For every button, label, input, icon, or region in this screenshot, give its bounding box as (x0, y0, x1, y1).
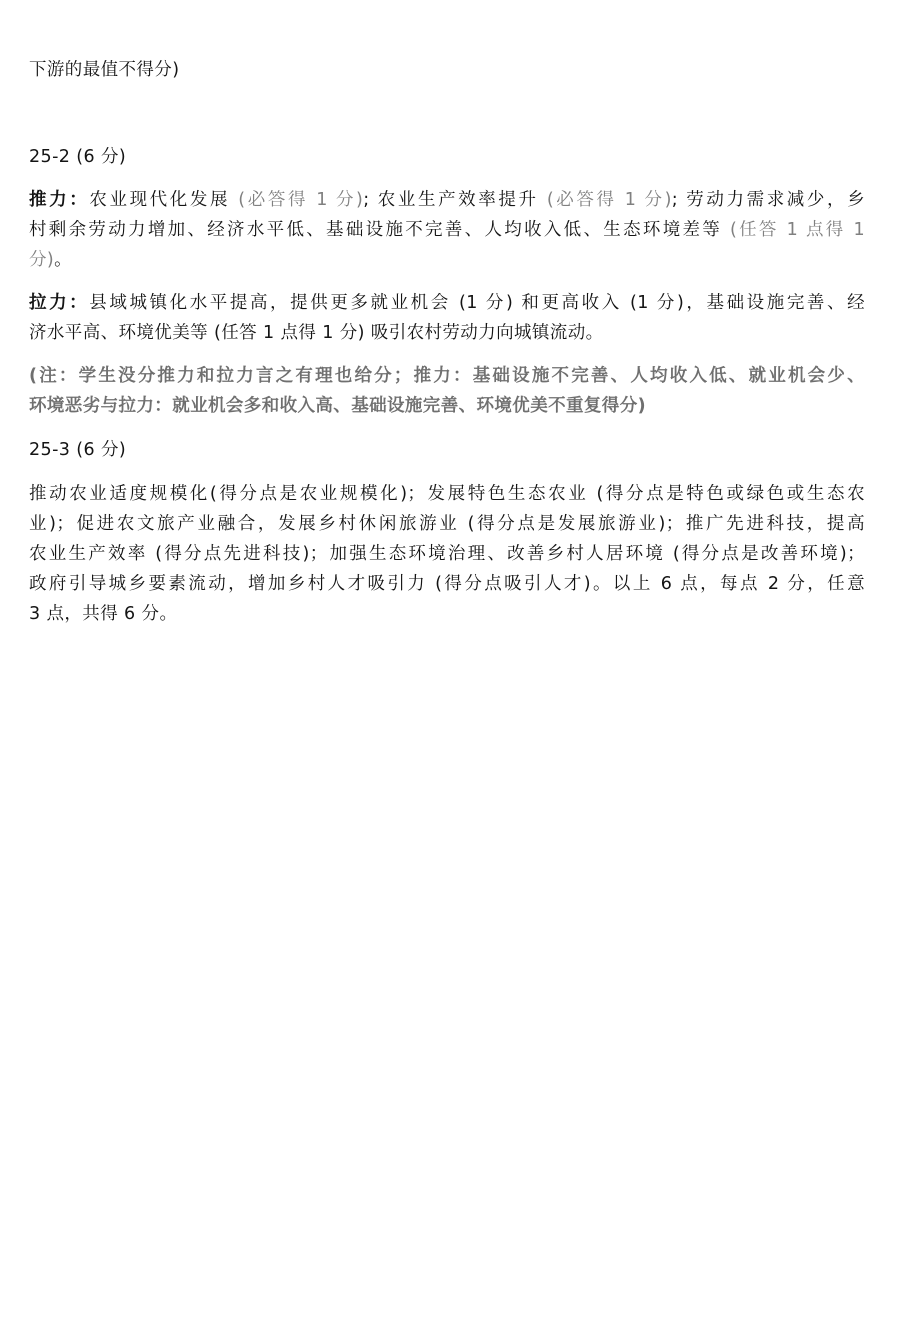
q3-heading: 25-3 (6 分) (29, 440, 127, 460)
push-score-3-end: 分) (29, 250, 55, 270)
q3-line-1: 推动农业适度规模化(得分点是农业规模化)；发展特色生态农业 (得分点是特色或绿色或生态农 (29, 484, 865, 504)
push-details: 村剩余劳动力增加、经济水平低、基础设施不完善、人均收入低、生态环境差等 (29, 220, 730, 240)
pull-line-2: 济水平高、环境优美等 (任答 1 点得 1 分) 吸引农村劳动力向城镇流动。 (29, 323, 604, 343)
push-score-2: (必答得 1 分) (546, 190, 672, 210)
pull-label: 拉力： (29, 293, 90, 313)
q3-line-5: 3 点，共得 6 分。 (29, 604, 178, 624)
push-point-1: 农业现代化发展 (89, 190, 239, 210)
push-line-1 (29, 188, 865, 212)
note-line-1: (注：学生没分推力和拉力言之有理也给分；推力：基础设施不完善、人均收入低、就业机会少、 (29, 366, 865, 386)
push-period: 。 (54, 250, 73, 270)
push-point-2: ; 农业生产效率提升 (363, 190, 547, 210)
q3-line-3: 农业生产效率 (得分点先进科技)；加强生态环境治理、改善乡村人居环境 (得分点是改善环境)； (29, 544, 865, 564)
intro-tail-text: 下游的最值不得分) (29, 60, 180, 80)
q3-line-4: 政府引导城乡要素流动，增加乡村人才吸引力 (得分点吸引人才)。以上 6 点，每点 2 分，任意 (29, 574, 865, 594)
push-score-1: (必答得 1 分) (238, 190, 364, 210)
note-line-2: 环境恶劣与拉力：就业机会多和收入高、基础设施完善、环境优美不重复得分) (29, 396, 646, 416)
pull-text-1: 县域城镇化水平提高，提供更多就业机会 (1 分) 和更高收入 (1 分)，基础设施完善、经 (89, 293, 865, 313)
push-score-3: (任答 1 点得 1 (729, 220, 865, 240)
push-label: 推力： (29, 190, 90, 210)
push-line-3 (29, 248, 72, 272)
q3-line-2: 业)；促进农文旅产业融合，发展乡村休闲旅游业 (得分点是发展旅游业)；推广先进科技，提高 (29, 514, 865, 534)
push-line-2 (29, 218, 865, 242)
pull-line-1 (29, 291, 865, 315)
push-point-3: ; 劳动力需求减少，乡 (671, 190, 866, 210)
q2-heading: 25-2 (6 分) (29, 147, 127, 167)
